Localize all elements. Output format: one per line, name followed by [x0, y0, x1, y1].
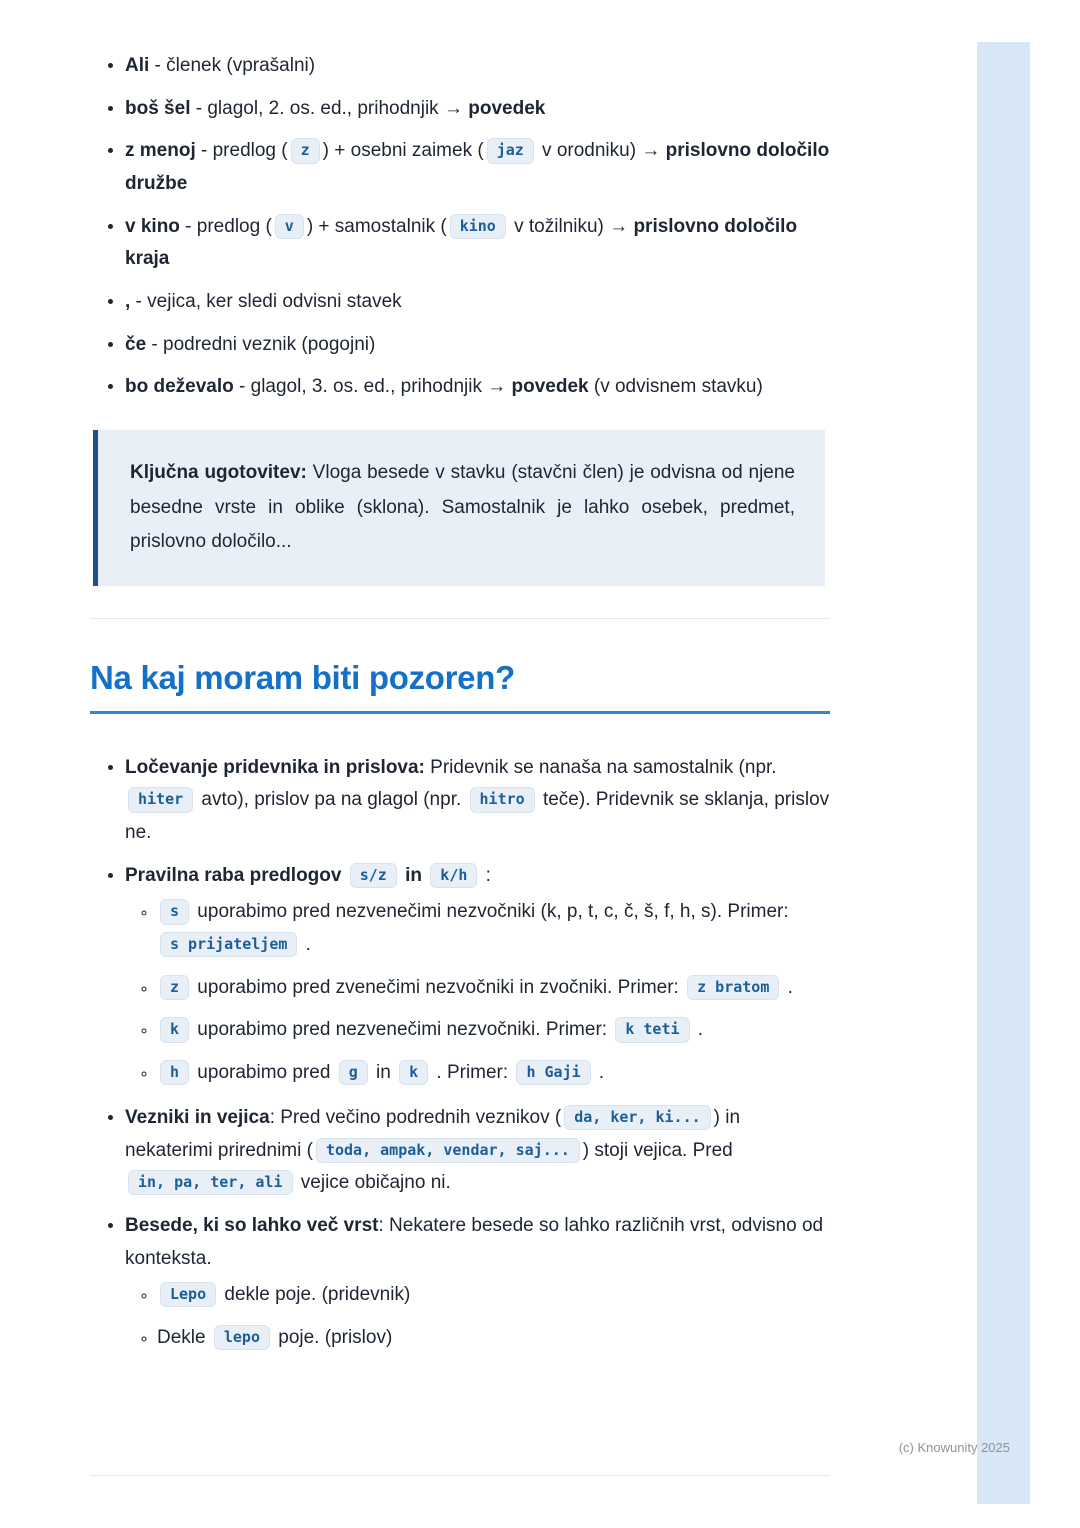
text-run: uporabimo pred nezvenečimi nezvočniki (k, p, t, c, č, š, f, h, s). Primer:: [192, 901, 789, 923]
bold-text: v kino: [125, 215, 180, 237]
list-item: [125, 1210, 830, 1355]
inline-code: hitro: [470, 787, 535, 812]
list-item: [125, 135, 830, 200]
list-item-text: [125, 865, 491, 886]
inline-code: s prijateljem: [160, 932, 297, 957]
inline-code: z bratom: [687, 975, 779, 1000]
text-run: . Primer:: [431, 1062, 514, 1084]
inline-code: Lepo: [160, 1282, 216, 1307]
text-run: ) + samostalnik (: [306, 215, 447, 237]
bold-text: Pravilna raba predlogov: [125, 864, 342, 886]
text-run: ) + osebni zaimek (: [322, 140, 484, 162]
text-run: .: [593, 1062, 605, 1084]
key-insight-callout: [93, 430, 825, 586]
text-run: vejice običajno ni.: [295, 1172, 451, 1194]
side-strip: [977, 42, 1030, 1504]
text-run: (v odvisnem stavku): [588, 376, 763, 398]
sub-list-item: [157, 1057, 830, 1090]
inline-code: k teti: [615, 1017, 689, 1042]
text-run: Pridevnik se nanaša na samostalnik (npr.: [424, 756, 777, 778]
list-item: [125, 93, 830, 126]
inline-code: v: [275, 214, 304, 239]
text-run: .: [300, 934, 311, 956]
text-run: : Nekatere besede so lahko različnih vrst, odvisno od konteksta.: [125, 1214, 824, 1269]
inline-code: z: [291, 138, 320, 163]
inline-code: lepo: [214, 1325, 270, 1350]
text-run: uporabimo pred zvenečimi nezvočniki in zvočniki. Primer:: [192, 976, 685, 998]
bold-text: povedek: [468, 97, 546, 119]
section-divider: [90, 618, 830, 619]
document-content: [90, 0, 830, 1367]
inline-code: hiter: [128, 787, 193, 812]
text-run: dekle poje. (pridevnik): [219, 1284, 411, 1306]
text-run: - členek (vprašalni): [149, 55, 316, 76]
bold-text: prislovno določilo družbe: [125, 140, 830, 195]
attention-points-list: [90, 752, 830, 1355]
inline-code: h: [160, 1060, 189, 1085]
text-run: - glagol, 2. os. ed., prihodnjik →: [190, 97, 469, 119]
text-run: :: [480, 864, 491, 886]
bold-text: prislovno določilo kraja: [125, 215, 798, 270]
text-run: Vloga besede v stavku (stavčni člen) je odvisna od njene besedne vrste in oblike (sklona). Samostalnik je lahko osebek, predmet, prislovno določilo...: [130, 462, 795, 553]
bold-text: in: [405, 864, 423, 886]
text-run: v orodniku) →: [536, 140, 666, 162]
text-run: avto), prislov pa na glagol (npr.: [196, 789, 467, 811]
inline-code: kino: [450, 214, 506, 239]
list-item: [125, 860, 830, 1090]
text-run: ) stoji vejica. Pred: [582, 1139, 733, 1161]
text-run: : Pred večino podrednih veznikov (: [269, 1106, 562, 1128]
inline-code: k: [399, 1060, 428, 1085]
text-run: Dekle: [157, 1326, 211, 1348]
text-run: .: [782, 976, 793, 998]
list-item: [125, 286, 830, 319]
text-run: poje. (prislov): [272, 1326, 393, 1348]
text-run: - predlog (: [195, 140, 288, 162]
list-item: [125, 211, 830, 276]
inline-code: jaz: [487, 138, 534, 163]
sub-list-item: [157, 972, 830, 1005]
text-run: - glagol, 3. os. ed., prihodnjik →: [233, 376, 512, 398]
text-run: - vejica, ker sledi odvisni stavek: [130, 291, 402, 313]
bold-text: Ključna ugotovitev:: [130, 462, 307, 484]
sub-list-item: [157, 1279, 830, 1312]
list-item: [125, 50, 830, 83]
text-run: uporabimo pred: [192, 1062, 336, 1084]
bold-text: Vezniki in vejica: [125, 1106, 270, 1128]
inline-code: da, ker, ki...: [564, 1105, 710, 1130]
section-heading: Na kaj moram biti pozoren?: [90, 659, 830, 714]
list-item: [125, 752, 830, 850]
list-item: [125, 329, 830, 362]
text-run: [422, 865, 427, 886]
text-run: ) in nekaterimi prirednimi (: [125, 1106, 741, 1161]
bold-text: ,: [125, 291, 131, 313]
inline-code: k: [160, 1017, 189, 1042]
inline-code: toda, ampak, vendar, saj...: [316, 1138, 580, 1163]
inline-code: z: [160, 975, 189, 1000]
text-run: - podredni veznik (pogojni): [146, 333, 376, 355]
sub-list-item: [157, 1014, 830, 1047]
text-run: v tožilniku) →: [508, 215, 634, 237]
bold-text: bo deževalo: [125, 376, 234, 398]
sentence-analysis-list: [90, 50, 830, 404]
inline-code: k/h: [430, 863, 477, 888]
text-run: [341, 865, 346, 886]
bold-text: Ali: [125, 55, 150, 76]
bold-text: Besede, ki so lahko več vrst: [125, 1214, 379, 1236]
footer-credit: (c) Knowunity 2025: [898, 1440, 1010, 1455]
text-run: teče). Pridevnik se sklanja, prislov ne.: [125, 789, 830, 844]
inline-code: s: [160, 899, 189, 924]
list-item: [125, 371, 830, 404]
sub-list-item: [157, 1322, 830, 1355]
inline-code: in, pa, ter, ali: [128, 1170, 293, 1195]
bottom-divider: [90, 1475, 830, 1476]
sub-list-item: [157, 896, 830, 961]
text-run: .: [692, 1019, 704, 1041]
sub-list: [125, 1279, 830, 1354]
list-item: [125, 1102, 830, 1200]
sub-list: [125, 896, 830, 1089]
inline-code: s/z: [350, 863, 397, 888]
inline-code: h Gaji: [516, 1060, 590, 1085]
bold-text: Ločevanje pridevnika in prislova:: [125, 756, 425, 778]
bold-text: če: [125, 333, 147, 355]
bold-text: boš šel: [125, 97, 191, 119]
text-run: uporabimo pred nezvenečimi nezvočniki. Primer:: [192, 1019, 613, 1041]
bold-text: povedek: [511, 376, 589, 398]
text-run: - predlog (: [179, 215, 272, 237]
list-item-text: [125, 1215, 823, 1269]
inline-code: g: [339, 1060, 368, 1085]
text-run: in: [370, 1062, 397, 1084]
bold-text: z menoj: [125, 140, 196, 162]
